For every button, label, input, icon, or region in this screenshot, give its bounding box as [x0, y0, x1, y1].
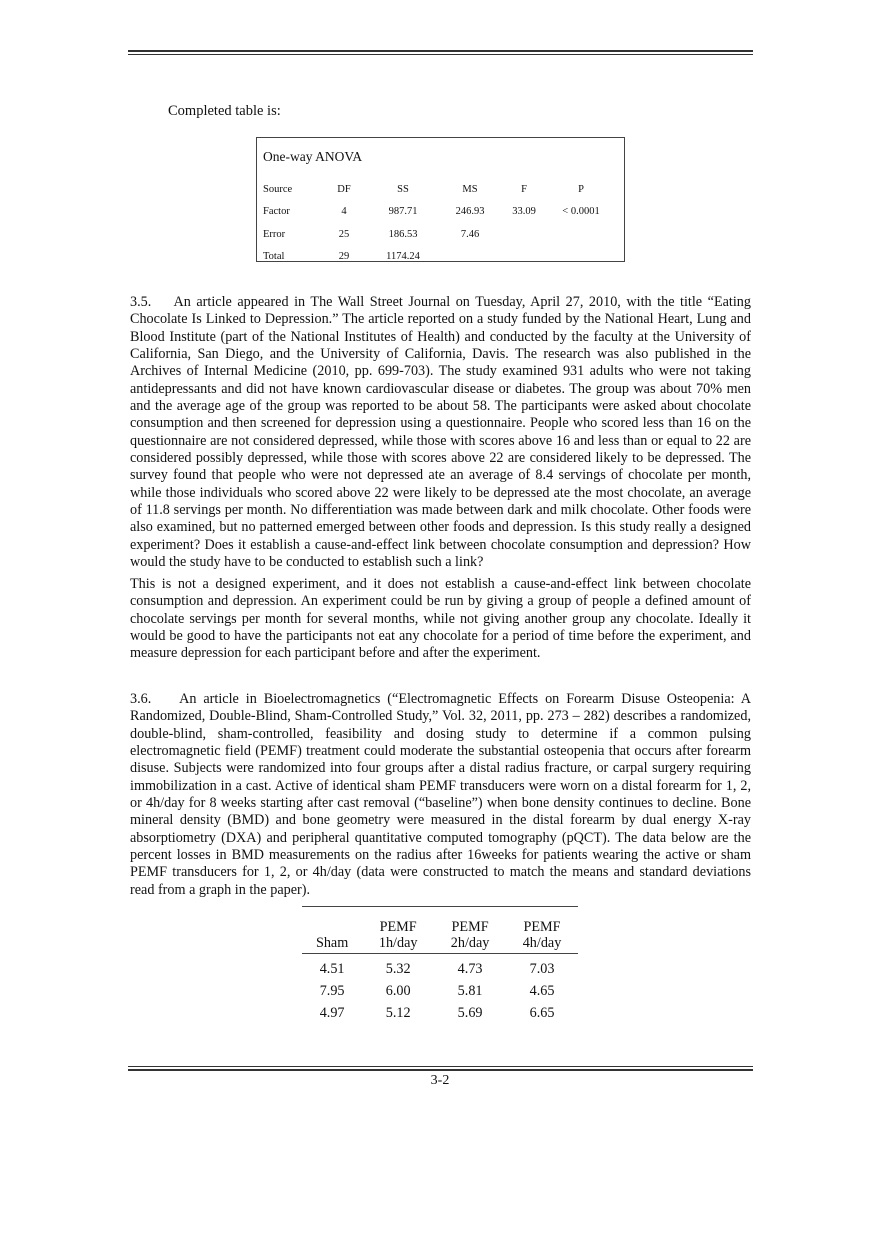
anova-cell: 987.71: [388, 206, 418, 218]
bmd-cell: 7.95: [319, 982, 345, 999]
bmd-header-line2: Sham: [315, 935, 349, 951]
bmd-cell: 5.69: [457, 1004, 483, 1021]
anova-header-cell: SS: [397, 183, 409, 195]
bmd-header-cell: [506, 919, 578, 954]
problem-3-6-text: 3.6. An article in Bioelectromagnetics (“Electromagnetic Effects on Forearm Disuse Osteopenia: A Randomized, Double-Blind, Sham-Controlled Study,” Vol. 32, 2011, pp. 273 – 282) describes a randomized, double-blind, sham-controlled, feasibility and dosing study to determine if a common pulsing electromagnetic field (PEMF) treatment could moderate the substantial osteopenia that occurs after forearm disuse. Subjects were randomized into four groups after a distal radius fracture, or carpal surgery requiring immobilization in a cast. Active of identical sham PEMF transducers were worn on a distal forearm for 1, 2, or 4h/day for 8 weeks starting after cast removal (“baseline”) when bone density continues to decline. Bone mineral density (BMD) and bone geometry were measured in the distal forearm by dual energy X-ray absorptiometry (DXA) and peripheral quantitative computed tomography (pQCT). The data below are the percent losses in BMD measurements on the radius after 16weeks for patients wearing the active or sham PEMF transducers for 1, 2, or 4h/day (data were constructed to match the means and standard deviations read from a graph in the paper).: [130, 691, 751, 898]
bmd-header-line1: PEMF: [523, 919, 561, 935]
header-rule: [128, 50, 753, 52]
anova-cell: Error: [263, 228, 286, 240]
anova-cell: 246.93: [455, 206, 485, 218]
page-number: 3-2: [430, 1073, 450, 1088]
bmd-header-line1: PEMF: [379, 919, 417, 935]
anova-cell: 33.09: [512, 206, 536, 218]
anova-row-error: [263, 223, 615, 246]
anova-cell: [547, 246, 615, 269]
bmd-cell: 6.65: [529, 1004, 555, 1021]
bmd-cell: 5.81: [457, 982, 483, 999]
problem-3-5-text: 3.5. An article appeared in The Wall Street Journal on Tuesday, April 27, 2010, with the title “Eating Chocolate Is Linked to Depression.” The article reported on a study funded by the National Heart, Lung and Blood Institute (part of the National Institutes of Health) and conducted by the faculty at the University of California, San Diego, and the University of California, Davis. The research was also published in the Archives of Internal Medicine (2010, pp. 699-703). The study examined 931 adults who were not taking antidepressants and did not have known cardiovascular disease or diabetes. The group was about 70% men and the average age of the group was reported to be about 58. The participants were asked about chocolate consumption and then screened for depression using a questionnaire. People who scored less than 16 on the questionnaire are not considered depressed, while those with scores above 16 and less than or equal to 22 are considered possibly depressed, while those with scores above 22 are considered likely to be depressed. The survey found that people who were not depressed ate an average of 8.4 servings of chocolate per month, while those individuals who scored above 22 were likely to be depressed ate the most chocolate, an average of 11.8 servings per month. No differentiation was made between dark and milk chocolate. Other foods were also examined, but no patterned emerged between other foods and depression. Is this study really a designed experiment? Does it establish a cause-and-effect link between chocolate consumption and depression? How would the study have to be conducted to establish such a link?: [130, 294, 751, 571]
bmd-table: [302, 919, 578, 1024]
anova-cell: Total: [263, 251, 285, 263]
bmd-header-line2: 2h/day: [450, 935, 490, 951]
anova-row-factor: [263, 201, 615, 224]
answer-3-5-text: This is not a designed experiment, and it does not establish a cause-and-effect link between chocolate consumption and depression. An experiment could be run by giving a group of people a defined amount of chocolate servings per month for several months, while not giving another group any chocolate. Ideally it would be good to have the participants not eat any chocolate for a period of time before the experiment, and measure depression for each participant before and after the experiment.: [130, 576, 751, 662]
bmd-data-row: [302, 980, 578, 1002]
bmd-data-row: [302, 954, 578, 981]
bmd-cell: 4.97: [319, 1004, 345, 1021]
bmd-header-line1: PEMF: [451, 919, 489, 935]
anova-cell: 29: [338, 251, 350, 263]
bmd-table-top-rule: [302, 906, 578, 907]
bmd-header-cell: [434, 919, 506, 954]
anova-header-cell: F: [521, 183, 527, 195]
bmd-header-line2: 1h/day: [378, 935, 418, 951]
anova-header-cell: P: [578, 183, 584, 195]
bmd-header-cell: [362, 919, 434, 954]
anova-cell: 1174.24: [386, 251, 420, 263]
anova-header-cell: DF: [337, 183, 351, 195]
bmd-cell: 5.32: [385, 960, 411, 977]
bmd-cell: 7.03: [529, 960, 555, 977]
anova-header-cell: Source: [263, 183, 293, 195]
anova-cell: 186.53: [388, 228, 418, 240]
anova-cell: [501, 246, 547, 269]
anova-cell: 7.46: [460, 228, 480, 240]
bmd-header-line2: 4h/day: [522, 935, 562, 951]
anova-cell: < 0.0001: [562, 206, 600, 218]
bmd-cell: 4.51: [319, 960, 345, 977]
bmd-cell: 4.65: [529, 982, 555, 999]
anova-cell: [501, 223, 547, 246]
intro-text: Completed table is:: [168, 103, 281, 119]
anova-cell: 4: [341, 206, 347, 218]
header-rule-thin: [128, 54, 753, 55]
anova-header-cell: MS: [462, 183, 478, 195]
anova-cell: [439, 246, 501, 269]
bmd-cell: 5.12: [385, 1004, 411, 1021]
anova-row-total: [263, 246, 615, 269]
anova-cell: 25: [338, 228, 350, 240]
bmd-header-cell: [302, 919, 362, 954]
footer-rule: [128, 1069, 753, 1071]
bmd-header-row: [302, 919, 578, 954]
anova-cell: Factor: [263, 206, 290, 218]
anova-header-row: [263, 178, 615, 201]
bmd-cell: 4.73: [457, 960, 483, 977]
bmd-cell: 6.00: [385, 982, 411, 999]
bmd-data-row: [302, 1002, 578, 1024]
anova-cell: [547, 223, 615, 246]
anova-title: One-way ANOVA: [263, 149, 363, 164]
anova-table: [263, 178, 615, 268]
footer-rule-thin: [128, 1066, 753, 1067]
bmd-table-wrap: [302, 906, 578, 1024]
anova-box: [256, 137, 625, 262]
